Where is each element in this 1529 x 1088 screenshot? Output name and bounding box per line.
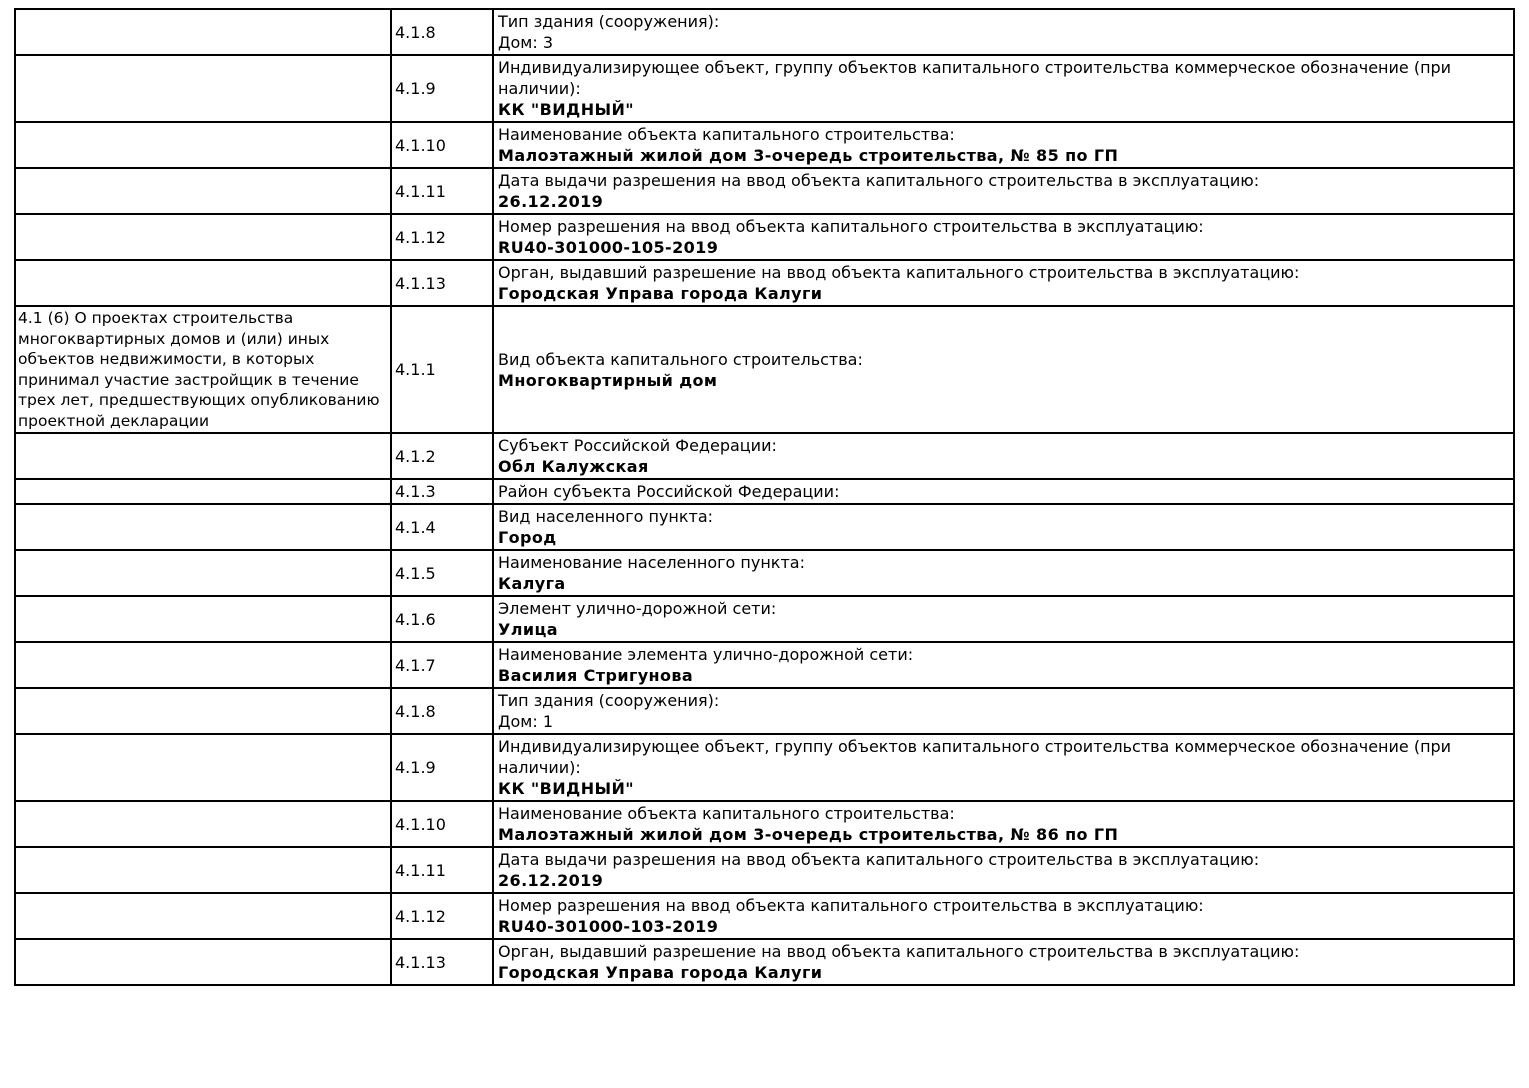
table-row [15,596,1514,642]
table-row [15,642,1514,688]
content-cell [493,734,1514,801]
table-row [15,504,1514,550]
field-value: Малоэтажный жилой дом 3-очередь строительства, № 86 по ГП [498,825,1119,844]
row-number-cell [391,433,493,479]
content-cell [493,433,1514,479]
content-cell [493,479,1514,504]
row-number: 4.1.13 [395,952,446,972]
field-label: Индивидуализирующее объект, группу объектов капитального строительства коммерческое обозначение (при наличии): [498,737,1452,777]
section-cell [15,939,391,985]
section-cell [15,893,391,939]
section-cell [15,688,391,734]
field-label: Дата выдачи разрешения на ввод объекта капитального строительства в эксплуатацию: [498,171,1260,190]
row-number: 4.1.7 [395,655,436,675]
row-number-cell [391,939,493,985]
section-label: 4.1 (6) О проектах строительства многоквартирных домов и (или) иных объектов недвижимости, в которых принимал участие застройщик в течение трех лет, предшествующих опубликованию проектной декларации [18,309,380,430]
row-number-cell [391,688,493,734]
field-value: Дом: 3 [498,33,554,52]
row-number-cell [391,168,493,214]
row-number-cell [391,479,493,504]
field-label: Субъект Российской Федерации: [498,436,777,455]
row-number: 4.1.8 [395,22,436,42]
row-number: 4.1.10 [395,814,446,834]
content-cell [493,306,1514,433]
content-cell [493,550,1514,596]
section-cell [15,168,391,214]
row-number-cell [391,260,493,306]
content-cell [493,939,1514,985]
content-cell [493,801,1514,847]
field-value: Василия Стригунова [498,666,694,685]
section-cell [15,433,391,479]
field-value: 26.12.2019 [498,192,604,211]
field-value: Малоэтажный жилой дом 3-очередь строительства, № 85 по ГП [498,146,1119,165]
field-value: КК "ВИДНЫЙ" [498,100,634,119]
field-label: Тип здания (сооружения): [498,691,720,710]
row-number: 4.1.10 [395,135,446,155]
field-label: Наименование элемента улично-дорожной сети: [498,645,914,664]
content-cell [493,260,1514,306]
field-value: Город [498,528,557,547]
table-row [15,801,1514,847]
field-label: Элемент улично-дорожной сети: [498,599,777,618]
content-cell [493,893,1514,939]
table-row [15,214,1514,260]
row-number-cell [391,596,493,642]
field-label: Вид объекта капитального строительства: [498,349,863,369]
field-label: Орган, выдавший разрешение на ввод объекта капитального строительства в эксплуатацию: [498,263,1300,282]
table-row [15,9,1514,55]
table-row [15,847,1514,893]
content-cell [493,168,1514,214]
row-number: 4.1.11 [395,860,446,880]
row-number: 4.1.12 [395,906,446,926]
table-row [15,688,1514,734]
section-cell [15,214,391,260]
table-row [15,479,1514,504]
field-value: Дом: 1 [498,712,554,731]
field-label: Наименование объекта капитального строительства: [498,125,955,144]
row-number-cell [391,214,493,260]
field-label: Район субъекта Российской Федерации: [498,482,840,501]
row-number-cell [391,9,493,55]
row-number-cell [391,734,493,801]
table-row [15,306,1514,433]
content-cell [493,55,1514,122]
row-number: 4.1.11 [395,181,446,201]
section-cell [15,642,391,688]
section-cell [15,596,391,642]
section-cell [15,550,391,596]
field-label: Дата выдачи разрешения на ввод объекта капитального строительства в эксплуатацию: [498,850,1260,869]
content-cell [493,642,1514,688]
row-number-cell [391,893,493,939]
row-number-cell [391,504,493,550]
content-cell [493,688,1514,734]
field-label: Вид населенного пункта: [498,507,714,526]
field-value: RU40-301000-103-2019 [498,917,719,936]
field-value: Улица [498,620,558,639]
field-label: Орган, выдавший разрешение на ввод объекта капитального строительства в эксплуатацию: [498,942,1300,961]
section-cell [15,801,391,847]
field-value: Городская Управа города Калуги [498,963,823,982]
row-number-cell [391,642,493,688]
row-number: 4.1.4 [395,517,436,537]
row-number: 4.1.9 [395,79,436,98]
section-cell [15,479,391,504]
table-row [15,734,1514,801]
section-cell [15,306,391,433]
row-number: 4.1.8 [395,701,436,721]
field-value: Калуга [498,574,566,593]
section-cell [15,122,391,168]
row-number-cell [391,801,493,847]
field-value: Городская Управа города Калуги [498,284,823,303]
field-value: Обл Калужская [498,457,649,476]
table-row [15,550,1514,596]
row-number-cell [391,306,493,433]
field-value: RU40-301000-105-2019 [498,238,719,257]
row-number: 4.1.6 [395,609,436,629]
table-row [15,168,1514,214]
section-cell [15,9,391,55]
declaration-table [14,8,1515,986]
section-cell [15,847,391,893]
content-cell [493,214,1514,260]
row-number: 4.1.1 [395,360,436,379]
table-row [15,939,1514,985]
row-number-cell [391,550,493,596]
table-row [15,893,1514,939]
content-cell [493,847,1514,893]
section-cell [15,260,391,306]
content-cell [493,9,1514,55]
table-row [15,433,1514,479]
field-label: Номер разрешения на ввод объекта капитального строительства в эксплуатацию: [498,217,1204,236]
table-row [15,260,1514,306]
content-cell [493,504,1514,550]
content-cell [493,596,1514,642]
field-label: Индивидуализирующее объект, группу объектов капитального строительства коммерческое обозначение (при наличии): [498,58,1452,98]
row-number-cell [391,122,493,168]
table-row [15,122,1514,168]
section-cell [15,734,391,801]
row-number: 4.1.12 [395,227,446,247]
row-number-cell [391,847,493,893]
row-number-cell [391,55,493,122]
section-cell [15,55,391,122]
section-cell [15,504,391,550]
field-label: Наименование объекта капитального строительства: [498,804,955,823]
field-value: Многоквартирный дом [498,370,718,390]
field-label: Тип здания (сооружения): [498,12,720,31]
row-number: 4.1.9 [395,758,436,777]
field-value: 26.12.2019 [498,871,604,890]
field-value: КК "ВИДНЫЙ" [498,779,634,798]
field-label: Номер разрешения на ввод объекта капитального строительства в эксплуатацию: [498,896,1204,915]
row-number: 4.1.3 [395,482,436,501]
table-row [15,55,1514,122]
row-number: 4.1.5 [395,563,436,583]
row-number: 4.1.13 [395,273,446,293]
field-label: Наименование населенного пункта: [498,553,805,572]
content-cell [493,122,1514,168]
row-number: 4.1.2 [395,446,436,466]
declaration-table-body [15,9,1514,985]
